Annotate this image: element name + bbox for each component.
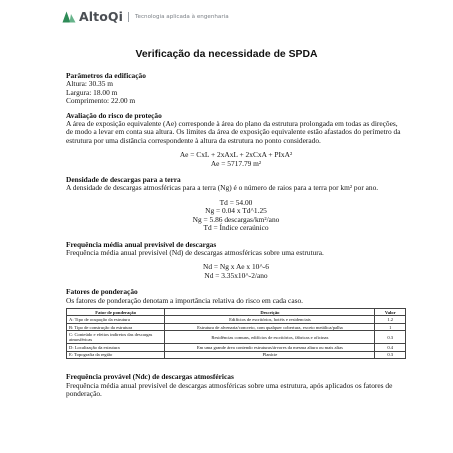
param-length: Comprimento: 22.00 m <box>66 96 136 106</box>
value-cell: 1 <box>375 323 406 330</box>
table-row <box>67 344 406 351</box>
value-cell: 0.3 <box>375 351 406 358</box>
risk-result: Ae = 5717.79 m² <box>210 158 262 168</box>
risk-heading: Avaliação do risco de proteção <box>66 110 162 120</box>
table-row <box>67 331 406 344</box>
risk-text: A área de exposição equivalente (Ae) corresponde à área do plano da estrutura prolongada em todas as direções, de modo a levar em conta sua altura. Os limites da área de exposição equivalente estão afastados do perímetro da estrutura por uma distância correspondente à altura da estrutura no ponto considerado. <box>66 119 401 145</box>
table-row <box>67 316 406 323</box>
freq-heading: Frequência média anual previsível de descargas <box>66 239 217 249</box>
density-heading: Densidade de descargas para a terra <box>66 175 181 185</box>
factor-cell: B: Tipo de construção da estrutura <box>67 323 165 330</box>
param-width: Largura: 18.00 m <box>66 87 118 97</box>
factors-heading: Fatores de ponderação <box>66 287 138 297</box>
column-header: Descrição <box>165 308 375 315</box>
table-row <box>67 323 406 330</box>
factor-cell: D: Localização da estrutura <box>67 344 165 351</box>
description-cell: Planície <box>165 351 375 358</box>
density-td: Td = 54.00 <box>219 197 253 207</box>
brand-tagline: Tecnologia aplicada à engenharia <box>135 13 229 20</box>
altoqi-logo-icon <box>62 11 76 23</box>
params-heading: Parâmetros da edificação <box>66 71 146 80</box>
factor-cell: A: Tipo de ocupação da estrutura <box>67 316 165 323</box>
value-cell: 0.4 <box>375 344 406 351</box>
table-row <box>67 351 406 358</box>
brand-header <box>62 9 229 24</box>
column-header: Fator de ponderação <box>67 308 165 315</box>
description-cell: Em uma grande área contendo estruturas/árvores da mesma altura ou mais altas <box>165 344 375 351</box>
probable-text: Frequência média anual previsível de descargas atmosféricas sobre uma estrutura, após aplicados os fatores de ponderação. <box>66 380 393 398</box>
column-header: Valor <box>375 308 406 315</box>
value-cell: 0.3 <box>375 331 406 344</box>
brand-name: AltoQi <box>79 9 124 24</box>
description-cell: Edifícios de escritórios, hotéis e residenciais <box>165 316 375 323</box>
factors-text: Os fatores de ponderação denotam a importância relativa do risco em cada caso. <box>66 295 304 305</box>
factor-cell: E: Topografia da região <box>67 351 165 358</box>
document-title: Verificação da necessidade de SPDA <box>135 49 318 60</box>
factor-cell: C: Conteúdo e efeitos indiretos das descargas atmosféricas <box>67 331 165 344</box>
density-formula: Ng = 0.04 x Td^1.25 <box>205 206 267 216</box>
description-cell: Estrutura de alvenaria/concreto, com qualquer cobertura, exceto metálica/palha <box>165 323 375 330</box>
density-td-legend: Td = Índice ceraúnico <box>203 223 269 233</box>
param-height: Altura: 30.35 m <box>66 79 114 89</box>
description-cell: Residências comuns, edifícios de escritórios, fábricas e oficinas <box>165 331 375 344</box>
freq-text: Frequência média anual previsível (Nd) de descargas atmosféricas sobre uma estrutura. <box>66 247 324 257</box>
brand-divider <box>128 12 129 22</box>
table-header-row <box>67 308 406 315</box>
density-result: Ng = 5.86 descargas/km²/ano <box>192 214 280 224</box>
density-text: A densidade de descargas atmosféricas para a terra (Ng) é o número de raios para a terra por km² por ano. <box>66 183 379 193</box>
freq-formula: Nd = Ng x Ae x 10^-6 <box>203 262 269 272</box>
value-cell: 1.2 <box>375 316 406 323</box>
document-body <box>66 72 406 398</box>
risk-equation: Ae = CxL + 2xAxL + 2xCxA + PIxA² <box>179 150 293 160</box>
factors-table <box>66 308 406 359</box>
freq-result: Nd = 3.35x10^-2/ano <box>204 270 268 280</box>
probable-heading: Frequência provável (Ndc) de descargas atmosféricas <box>66 372 234 382</box>
